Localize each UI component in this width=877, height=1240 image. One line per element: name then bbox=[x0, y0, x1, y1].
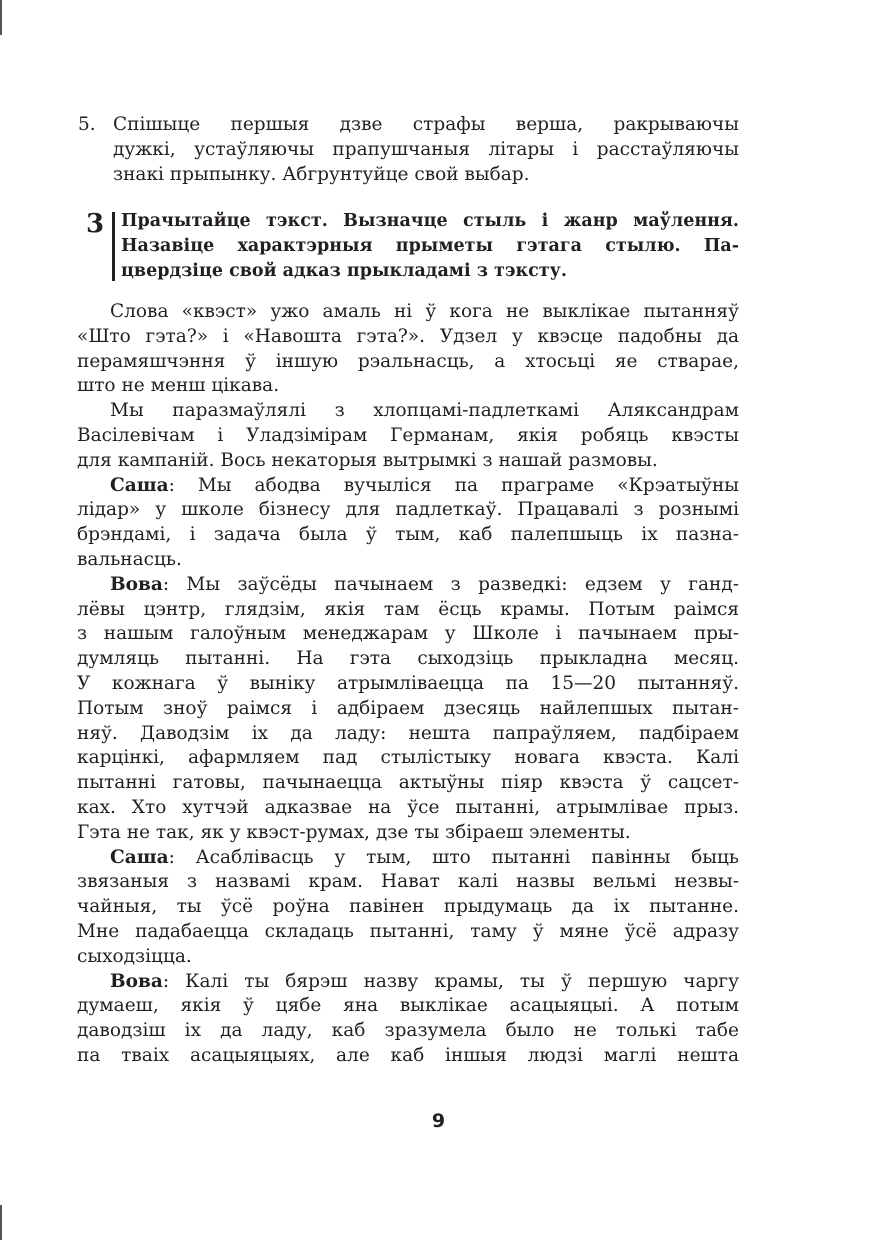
speaker-name: Вова bbox=[110, 573, 163, 595]
text-line: лідар» у школе бізнесу для падлеткаў. Працавалі з рознымі bbox=[77, 499, 739, 521]
text-line: перамяшчэння ў іншую рэальнасць, а хтосьці яе стварае, bbox=[77, 350, 739, 372]
speaker-name: Саша bbox=[110, 474, 169, 496]
text-line: думаеш, якія ў цябе яна выклікае асацыяцыі. А потым bbox=[77, 995, 739, 1017]
text-line: Васілевічам і Уладзімірам Германам, якія робяць квэсты bbox=[77, 424, 739, 446]
page-edge-mark-top bbox=[0, 0, 2, 35]
text-line: Прачытайце тэкст. Вызначце стыль і жанр маўлення. bbox=[121, 211, 739, 231]
text-line: Слова «квэст» ужо амаль ні ў кога не выклікае пытанняў bbox=[110, 301, 739, 322]
text-line: даводзіш іх да ладу, каб зразумела было не толькі табе bbox=[77, 1020, 739, 1042]
text-line: ках. Хто хутчэй адказвае на ўсе пытанні, атрымлівае прыз. bbox=[77, 796, 739, 818]
exercise-item-number: 5. bbox=[78, 114, 96, 135]
text-line: лёвы цэнтр, глядзім, якія там ёсць крамы. Потым раімся bbox=[77, 598, 739, 620]
text-line: чайныя, ты ўсё роўна павінен прыдумаць да іх пытанне. bbox=[77, 896, 739, 918]
speaker-line-text: : Мы абодва вучыліся па праграме «Крэатыўны bbox=[168, 474, 739, 496]
article-text bbox=[77, 300, 739, 1069]
text-line: дужкі, устаўляючы прапушчаныя літары і расстаўляючы bbox=[113, 139, 739, 160]
text-line bbox=[77, 846, 739, 871]
text-line bbox=[77, 573, 739, 598]
text-line bbox=[77, 970, 739, 995]
text-line bbox=[77, 474, 739, 499]
exercise-item-5 bbox=[113, 112, 739, 187]
text-line: пытанні гатовы, пачынаецца актыўны піяр квэста ў сацсет- bbox=[77, 772, 739, 794]
text-line: што не менш цікава. bbox=[77, 375, 280, 397]
text-line: Мне падабаецца складаць пытанні, таму ў мяне ўсё адразу bbox=[77, 920, 739, 942]
text-line: вальнасць. bbox=[77, 548, 182, 570]
text-line: з нашым галоўным менеджарам у Школе і пачынаем пры- bbox=[77, 623, 739, 645]
task-number: 3 bbox=[86, 209, 105, 239]
task-marker-bar bbox=[112, 212, 115, 281]
dialogue-paragraph bbox=[77, 474, 739, 573]
page-edge-mark-bottom bbox=[0, 1205, 2, 1240]
speaker-line-text: : Мы заўсёды пачынаем з разведкі: едзем у ганд- bbox=[162, 573, 739, 595]
task-3-instruction bbox=[121, 209, 739, 284]
text-line: карцінкі, афармляем пад стылістыку новага квэста. Калі bbox=[77, 747, 739, 769]
text-line: сыходзіцца. bbox=[77, 945, 192, 967]
text-line: Спішыце першыя дзве страфы верша, ракрываючы bbox=[113, 114, 739, 135]
dialogue-paragraph bbox=[77, 970, 739, 1069]
text-line: цвердзіце свой адказ прыкладамі з тэксту. bbox=[121, 261, 567, 281]
page-number: 9 bbox=[431, 1110, 446, 1132]
text-line: няў. Даводзім іх да ладу: нешта папраўляем, падбіраем bbox=[77, 722, 739, 744]
speaker-name: Саша bbox=[110, 846, 169, 868]
text-line: думляць пытанні. На гэта сыходзіць прыкладна месяц. bbox=[77, 648, 739, 670]
text-line: Мы паразмаўлялі з хлопцамі-падлеткамі Аляксандрам bbox=[110, 400, 739, 422]
speaker-line-text: : Асаблівасць у тым, што пытанні павінны быць bbox=[168, 846, 739, 868]
paragraph bbox=[77, 300, 739, 399]
text-line: У кожнага ў выніку атрымліваецца па 15—20 пытанняў. bbox=[77, 672, 739, 694]
text-line: звязаныя з назвамі крам. Нават калі назвы вельмі незвы- bbox=[77, 871, 739, 893]
speaker-line-text: : Калі ты бярэш назву крамы, ты ў першую чаргу bbox=[162, 970, 739, 992]
text-line: знакі прыпынку. Абгрунтуйце свой выбар. bbox=[113, 164, 530, 185]
text-line: па тваіх асацыяцыях, але каб іншыя людзі маглі нешта bbox=[77, 1044, 739, 1066]
dialogue-paragraph bbox=[77, 573, 739, 846]
dialogue-paragraph bbox=[77, 846, 739, 970]
text-line: «Што гэта?» і «Навошта гэта?». Удзел у квэсце падобны да bbox=[77, 325, 739, 347]
text-line: Назавіце характэрныя прыметы гэтага стылю. Па- bbox=[121, 236, 739, 256]
text-line: Гэта не так, як у квэст-румах, дзе ты збіраеш элементы. bbox=[77, 821, 631, 843]
text-line: для кампаній. Вось некаторыя вытрымкі з нашай размовы. bbox=[77, 449, 658, 471]
text-line: Потым зноў раімся і адбіраем дзесяць найлепшых пытан- bbox=[77, 697, 739, 719]
speaker-name: Вова bbox=[110, 970, 163, 992]
text-line: брэндамі, і задача была ў тым, каб палепшыць іх пазна- bbox=[77, 524, 739, 546]
paragraph bbox=[77, 399, 739, 473]
